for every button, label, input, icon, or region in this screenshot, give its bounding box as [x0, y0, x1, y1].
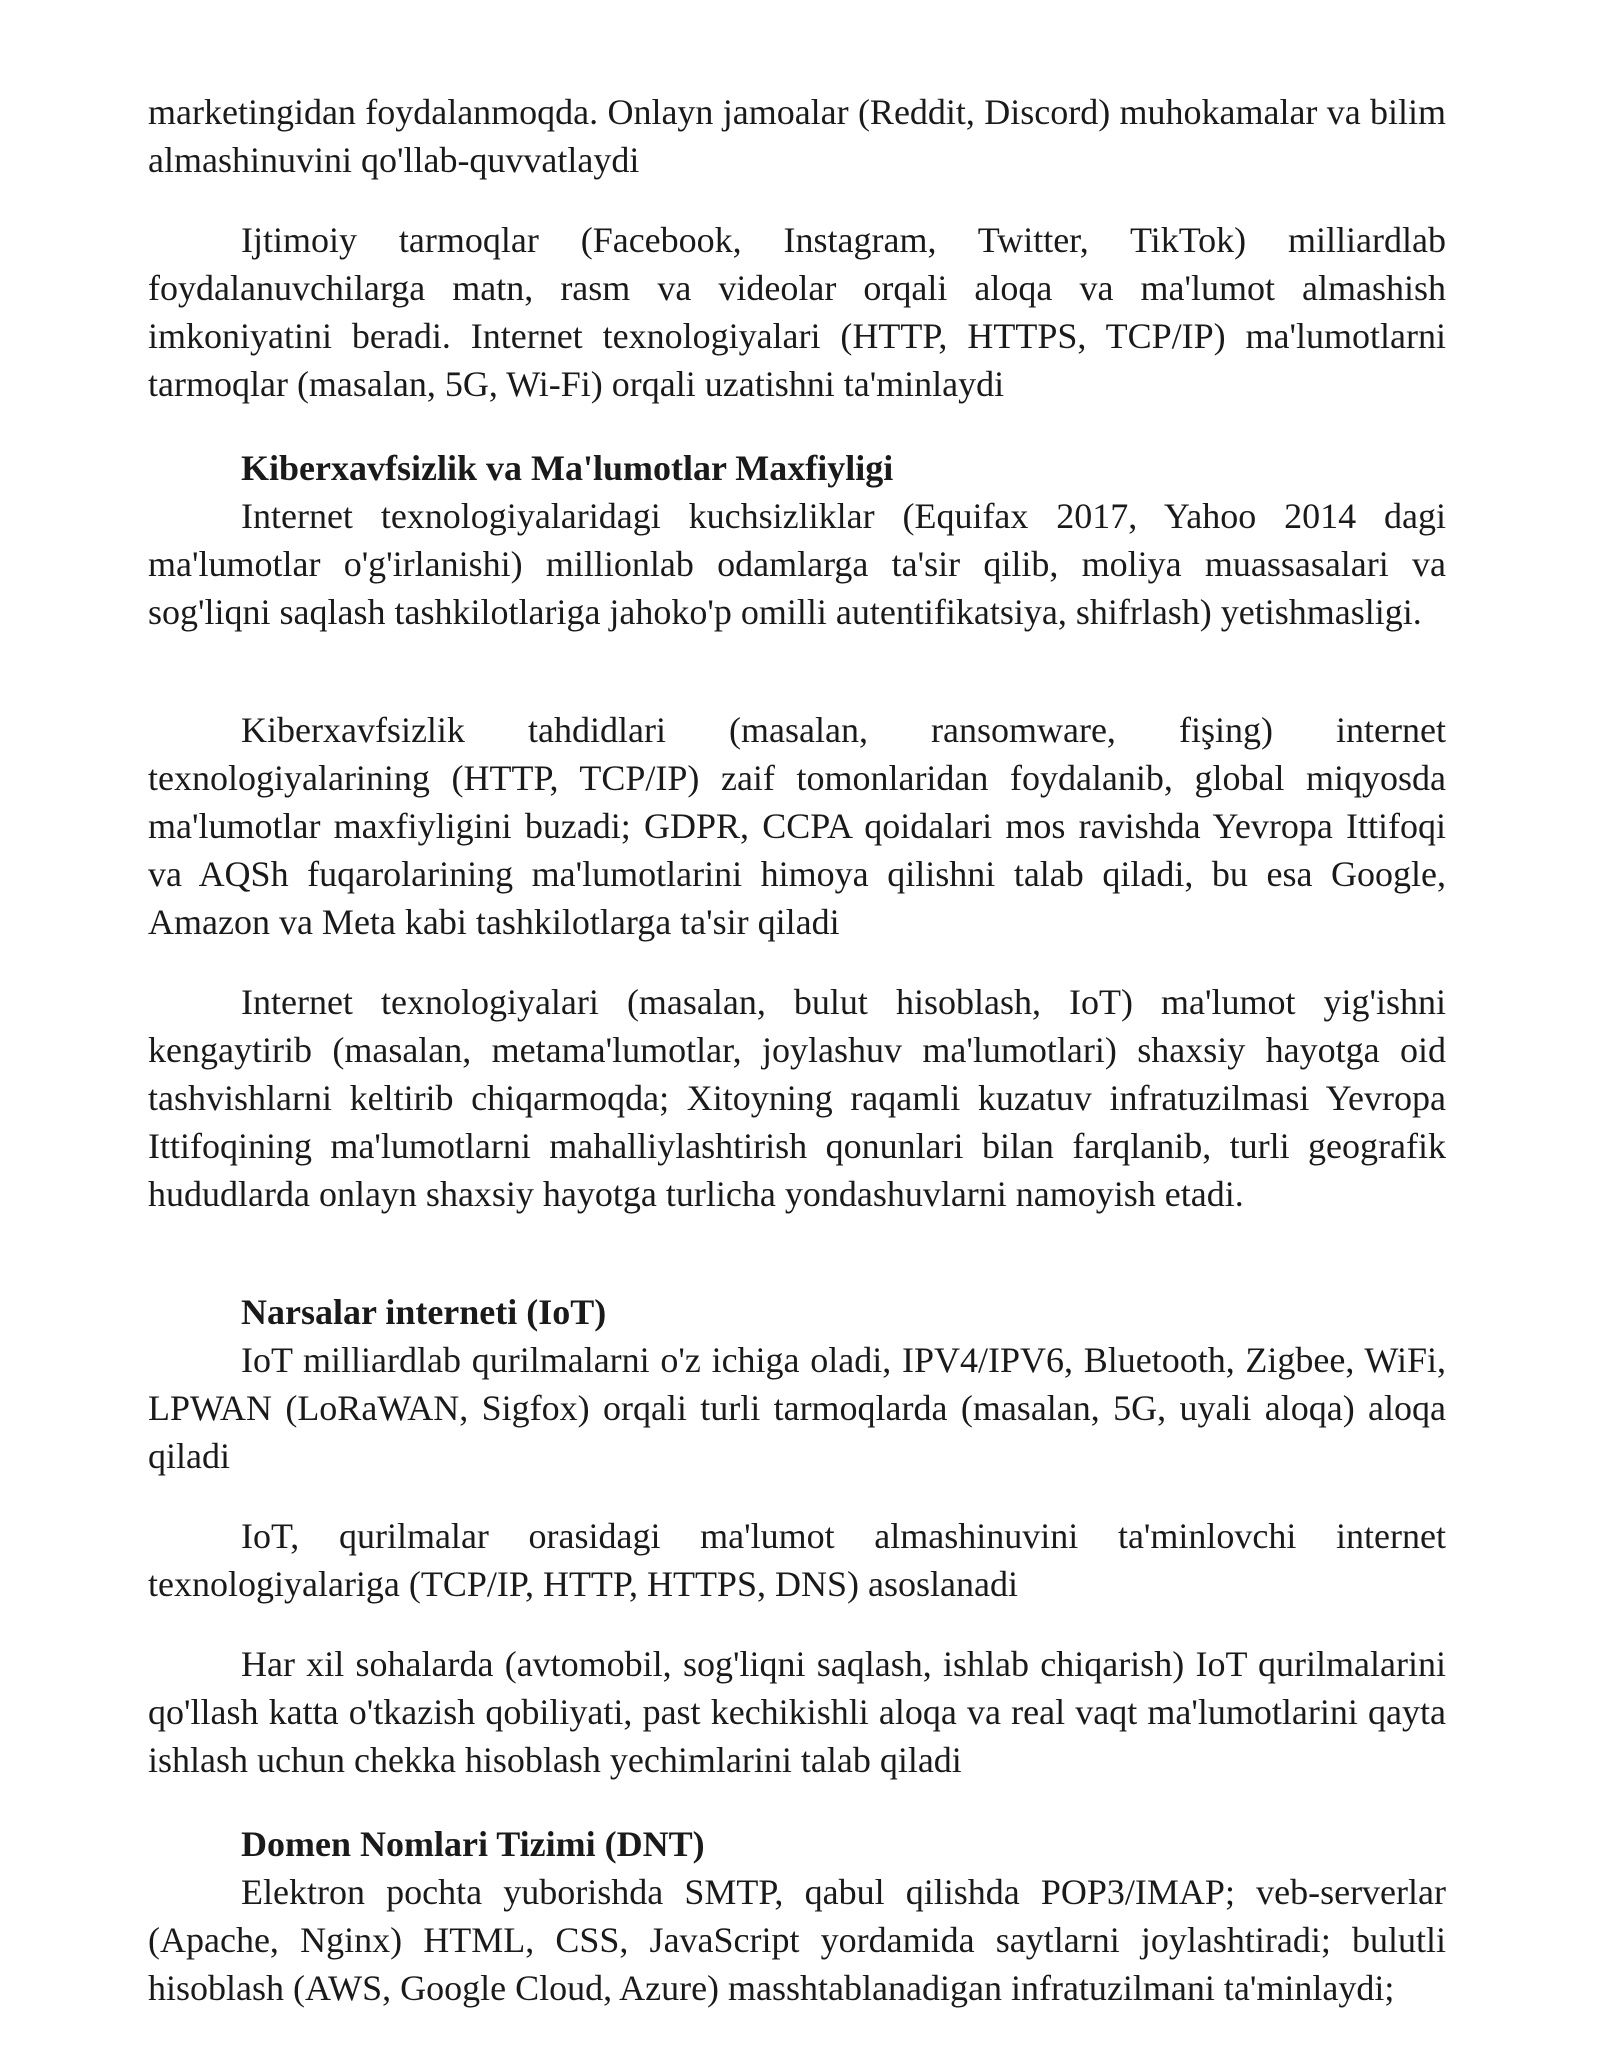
paragraph-social-networks: Ijtimoiy tarmoqlar (Facebook, Instagram, Twitter, TikTok) milliardlab foydalanuvchilarga matn, rasm va videolar orqali aloqa va ma'lumot almashish imkoniyatini beradi. Internet texnologiyalari (HTTP, HTTPS, TCP/IP) ma'lumotlarni tarmoqlar (masalan, 5G, Wi-Fi) orqali uzatishni ta'minlaydi — [148, 220, 1446, 404]
document-page — [148, 88, 1446, 2012]
paragraph-online-communities: marketingidan foydalanmoqda. Onlayn jamoalar (Reddit, Discord) muhokamalar va bilim almashinuvini qo'llab-quvvatlaydi — [148, 92, 1446, 180]
heading-cybersecurity: Kiberxavfsizlik va Ma'lumotlar Maxfiyligi — [241, 448, 894, 488]
paragraph-data-privacy: Internet texnologiyalari (masalan, bulut hisoblash, IoT) ma'lumot yig'ishni kengaytirib (masalan, metama'lumotlar, joylashuv ma'lumotlari) shaxsiy hayotga oid tashvishlarni keltirib chiqarmoqda; Xitoyning raqamli kuzatuv infratuzilmasi Yevropa Ittifoqining ma'lumotlarni mahalliylashtirish qonunlari bilan farqlanib, turli geografik hududlarda onlayn shaxsiy hayotga turlicha yondashuvlarni namoyish etadi. — [148, 982, 1446, 1214]
paragraph-iot-protocols: IoT, qurilmalar orasidagi ma'lumot almashinuvini ta'minlovchi internet texnologiyalariga (TCP/IP, HTTP, HTTPS, DNS) asoslanadi — [148, 1516, 1446, 1604]
paragraph-iot-devices: IoT milliardlab qurilmalarni o'z ichiga oladi, IPV4/IPV6, Bluetooth, Zigbee, WiFi, LPWAN (LoRaWAN, Sigfox) orqali turli tarmoqlarda (masalan, 5G, uyali aloqa) aloqa qiladi — [148, 1340, 1446, 1476]
paragraph-cyber-threats: Kiberxavfsizlik tahdidlari (masalan, ransomware, fişing) internet texnologiyalarining (HTTP, TCP/IP) zaif tomonlaridan foydalanib, global miqyosda ma'lumotlar maxfiyligini buzadi; GDPR, CCPA qoidalari mos ravishda Yevropa Ittifoqi va AQSh fuqarolarining ma'lumotlarini himoya qilishni talab qiladi, bu esa Google, Amazon va Meta kabi tashkilotlarga ta'sir qiladi — [148, 710, 1446, 942]
paragraph-dns-services: Elektron pochta yuborishda SMTP, qabul qilishda POP3/IMAP; veb-serverlar (Apache, Nginx) HTML, CSS, JavaScript yordamida saytlarni joylashtiradi; bulutli hisoblash (AWS, Google Cloud, Azure) masshtablanadigan infratuzilmani ta'minlaydi; — [148, 1872, 1446, 2008]
heading-dns: Domen Nomlari Tizimi (DNT) — [241, 1824, 705, 1864]
paragraph-iot-industries: Har xil sohalarda (avtomobil, sog'liqni saqlash, ishlab chiqarish) IoT qurilmalarini qo'llash katta o'tkazish qobiliyati, past kechikishli aloqa va real vaqt ma'lumotlarini qayta ishlash uchun chekka hisoblash yechimlarini talab qiladi — [148, 1644, 1446, 1780]
heading-iot: Narsalar interneti (IoT) — [241, 1292, 607, 1332]
paragraph-vulnerabilities: Internet texnologiyalaridagi kuchsizliklar (Equifax 2017, Yahoo 2014 dagi ma'lumotlar o'g'irlanishi) millionlab odamlarga ta'sir qilib, moliya muassasalari va sog'liqni saqlash tashkilotlariga jahoko'p omilli autentifikatsiya, shifrlash) yetishmasligi. — [148, 496, 1446, 632]
